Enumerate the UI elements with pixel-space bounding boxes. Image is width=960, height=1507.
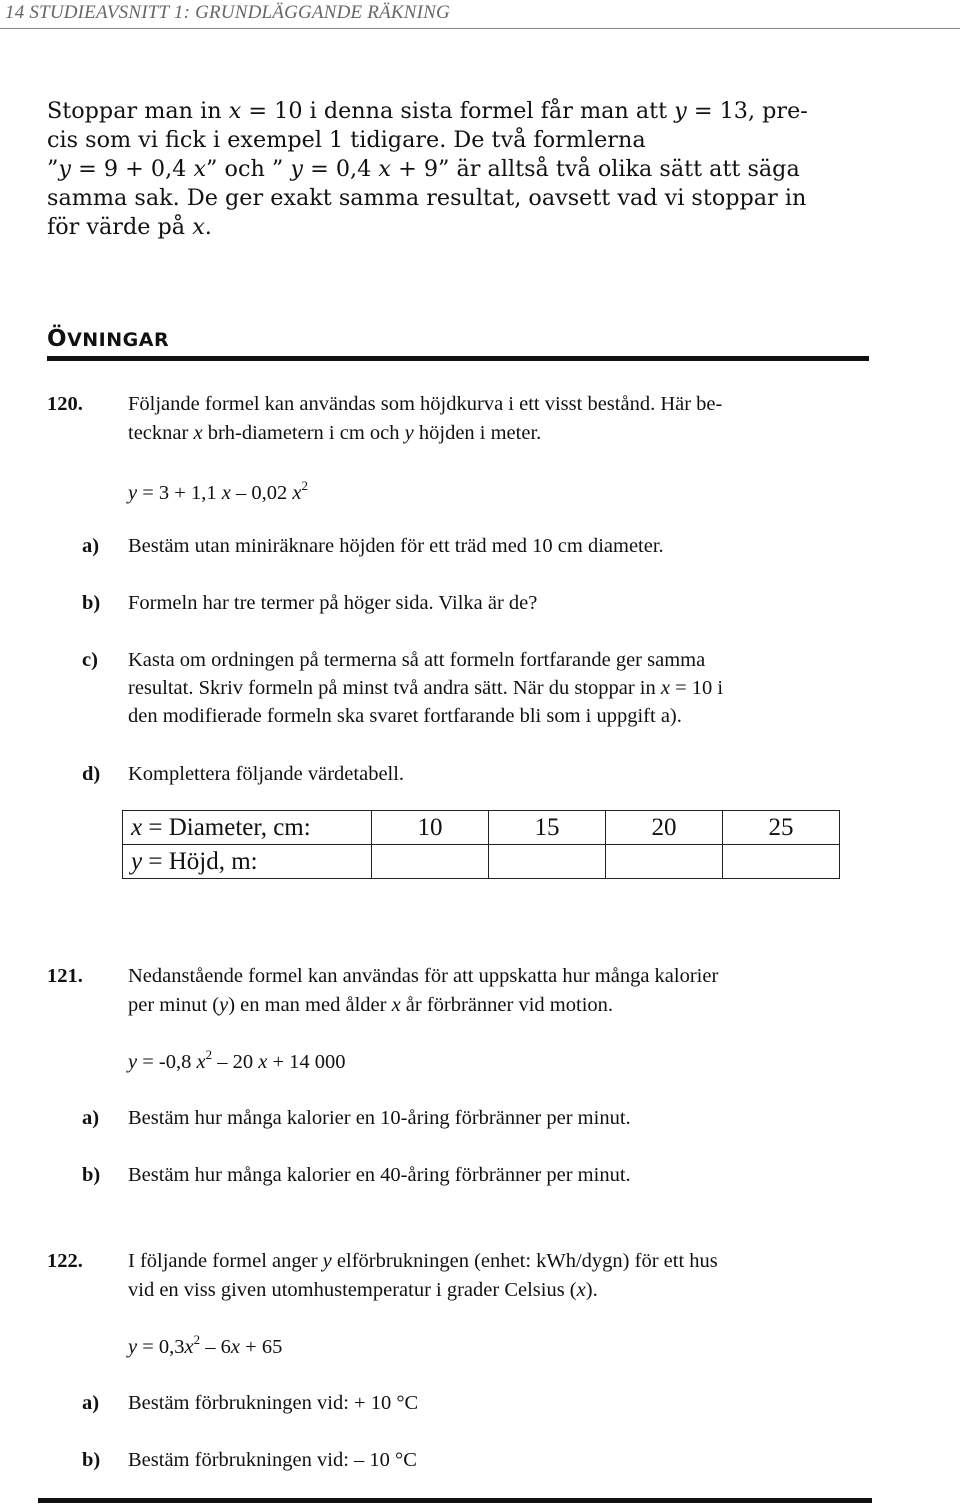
table-row	[123, 811, 840, 845]
bottom-rule	[38, 1498, 872, 1503]
running-header: 14 STUDIEAVSNITT 1: GRUNDLÄGGANDE RÄKNING	[5, 2, 450, 23]
table-cell: 15	[489, 811, 606, 845]
section-rule	[47, 356, 869, 361]
exercise-text: Nedanstående formel kan användas för att uppskatta hur många kalorier per minut (y) en man med ålder x år förbränner vid motion.	[128, 965, 719, 1016]
intro-line-4: samma sak. De ger exakt samma resultat, oavsett vad vi stoppar in	[47, 185, 807, 211]
task-121a: a) Bestäm hur många kalorier en 10-åring förbränner per minut.	[82, 1107, 631, 1129]
exercise-number: 122.	[47, 1250, 83, 1272]
formula-122: $y = 0,3x^2 - 6x + 65$	[128, 1332, 283, 1358]
intro-line-3: ”y = 9 + 0,4 x” och ” y = 0,4 x + 9” är alltså två olika sätt att säga	[47, 156, 800, 182]
table-row-label: y = Höjd, m:	[123, 845, 372, 879]
value-table	[122, 810, 840, 879]
task-120d: d) Komplettera följande värdetabell.	[82, 763, 405, 785]
exercise-122	[47, 1247, 867, 1307]
table-row-label: x = Diameter, cm:	[123, 811, 372, 845]
formula-120: y = 3 + 1,1 x – 0,02 $x^2$	[128, 478, 308, 504]
intro-paragraph	[47, 97, 877, 242]
exercise-text: I följande formel anger y elförbrukningen (enhet: kWh/dygn) för ett hus vid en viss given utomhustemperatur i grader Celsius (x).	[128, 1250, 718, 1301]
intro-line-1: Stoppar man in x = 10 i denna sista formel får man att y = 13, pre-	[47, 98, 808, 124]
formula-121: y = -0,8 $x^2 - 20$ x + 14 000	[128, 1047, 346, 1073]
header-rule	[0, 28, 960, 29]
exercise-number: 120.	[47, 393, 83, 415]
table-cell-empty	[372, 845, 489, 879]
table-cell: 25	[723, 811, 840, 845]
task-120b: b) Formeln har tre termer på höger sida. Vilka är de?	[82, 592, 538, 614]
intro-line-5: för värde på x.	[47, 214, 212, 240]
table-cell: 10	[372, 811, 489, 845]
task-122b: b) Bestäm förbrukningen vid: – 10 °C	[82, 1449, 417, 1471]
task-121b: b) Bestäm hur många kalorier en 40-åring förbränner per minut.	[82, 1164, 631, 1186]
table-cell-empty	[723, 845, 840, 879]
task-120c: c) Kasta om ordningen på termerna så att formeln fortfarande ger samma resultat. Skriv formeln på minst två andra sätt. När du stoppar in x = 10 i den modifierade formeln ska svaret fortfarande bli som i uppgift a).	[82, 649, 724, 727]
exercise-number: 121.	[47, 965, 83, 987]
table-cell-empty	[489, 845, 606, 879]
exercise-text: Följande formel kan användas som höjdkurva i ett visst bestånd. Här be- tecknar x brh-diametern i cm och y höjden i meter.	[128, 393, 723, 444]
section-heading: ÖVNINGAR	[47, 326, 170, 352]
exercise-121	[47, 962, 867, 1022]
exercise-120	[47, 390, 867, 450]
task-120a: a) Bestäm utan miniräknare höjden för ett träd med 10 cm diameter.	[82, 535, 664, 557]
task-122a: a) Bestäm förbrukningen vid: + 10 °C	[82, 1392, 419, 1414]
page-header	[0, 0, 960, 30]
table-cell: 20	[606, 811, 723, 845]
table-cell-empty	[606, 845, 723, 879]
table-row	[123, 845, 840, 879]
intro-line-2: cis som vi fick i exempel 1 tidigare. De två formlerna	[47, 127, 646, 153]
